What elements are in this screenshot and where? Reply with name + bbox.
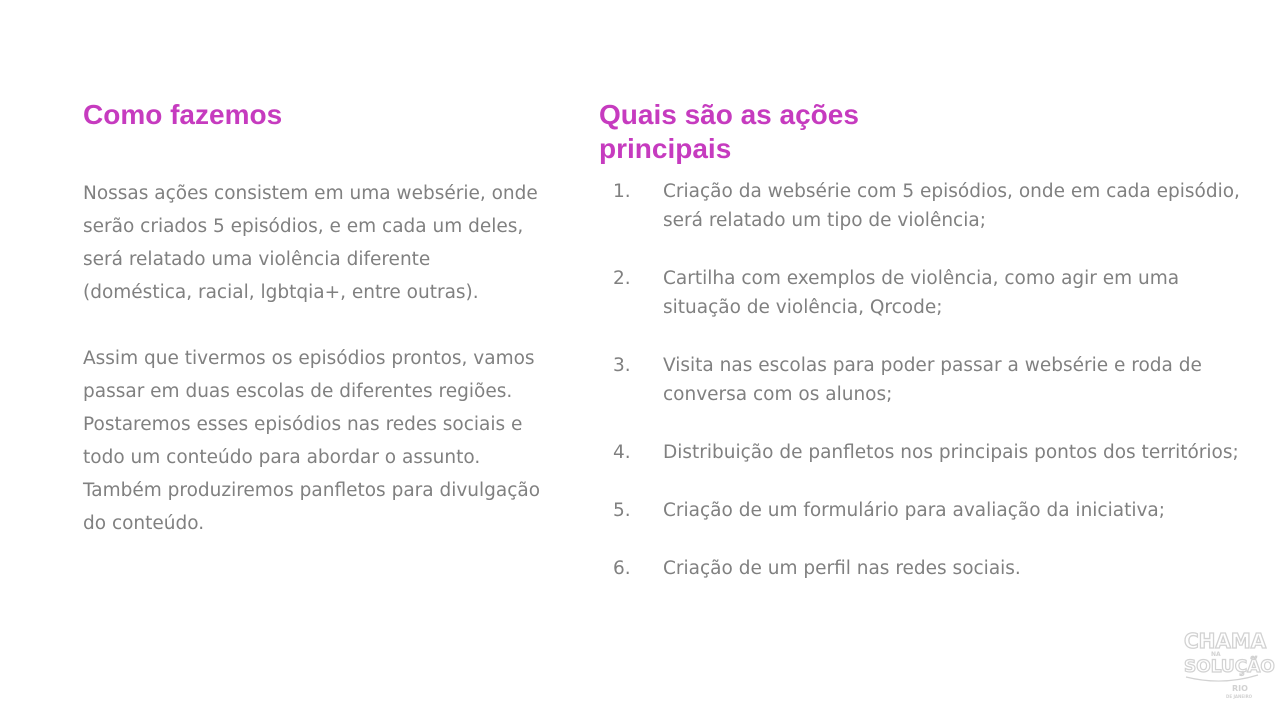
logo-line3: RIO [1232, 684, 1248, 693]
list-item [613, 264, 1253, 322]
chama-na-solucao-logo [1182, 628, 1275, 702]
list-item-text: Criação de um formulário para avaliação da iniciativa; [663, 500, 1165, 521]
list-item-text: Cartilha com exemplos de violência, como agir em uma situação de violência, Qrcode; [663, 268, 1180, 318]
section-heading-how-we-do: Como fazemos [83, 99, 283, 130]
logo-line4: DE JANEIRO [1226, 694, 1253, 699]
actions-list [613, 177, 1253, 612]
logo-line2: SOLUÇÃO [1184, 657, 1275, 677]
list-item [613, 496, 1253, 525]
list-item-number: 5. [613, 500, 631, 521]
section-heading-main-actions: Quais são as ações principais [599, 99, 859, 164]
list-item [613, 554, 1253, 583]
list-item-number: 3. [613, 355, 631, 376]
logo-mark [1182, 628, 1275, 702]
logo-line1: CHAMA [1184, 629, 1267, 653]
list-item [613, 438, 1253, 467]
description-paragraph: Nossas ações consistem em uma websérie, onde serão criados 5 episódios, e em cada um deles, será relatado uma violência diferente (doméstica, racial, lgbtqia+, entre outras). [83, 183, 538, 303]
list-item-text: Criação de um perfil nas redes sociais. [663, 558, 1021, 579]
list-item-number: 2. [613, 268, 631, 289]
list-item [613, 351, 1253, 409]
list-item-text: Criação da websérie com 5 episódios, onde em cada episódio, será relatado um tipo de violência; [663, 181, 1240, 231]
list-item-number: 4. [613, 442, 631, 463]
list-item-text: Distribuição de panfletos nos principais pontos dos territórios; [663, 442, 1239, 463]
description-paragraph: Assim que tivermos os episódios prontos, vamos passar em duas escolas de diferentes regiões. Postaremos esses episódios nas redes sociais e todo um conteúdo para abordar o assunto. Também produziremos panfletos para divulgação do conteúdo. [83, 348, 541, 534]
list-item [613, 177, 1253, 235]
list-item-number: 1. [613, 181, 631, 202]
list-item-number: 6. [613, 558, 631, 579]
logo-connector: NA [1211, 651, 1221, 658]
list-item-text: Visita nas escolas para poder passar a websérie e roda de conversa com os alunos; [663, 355, 1202, 405]
